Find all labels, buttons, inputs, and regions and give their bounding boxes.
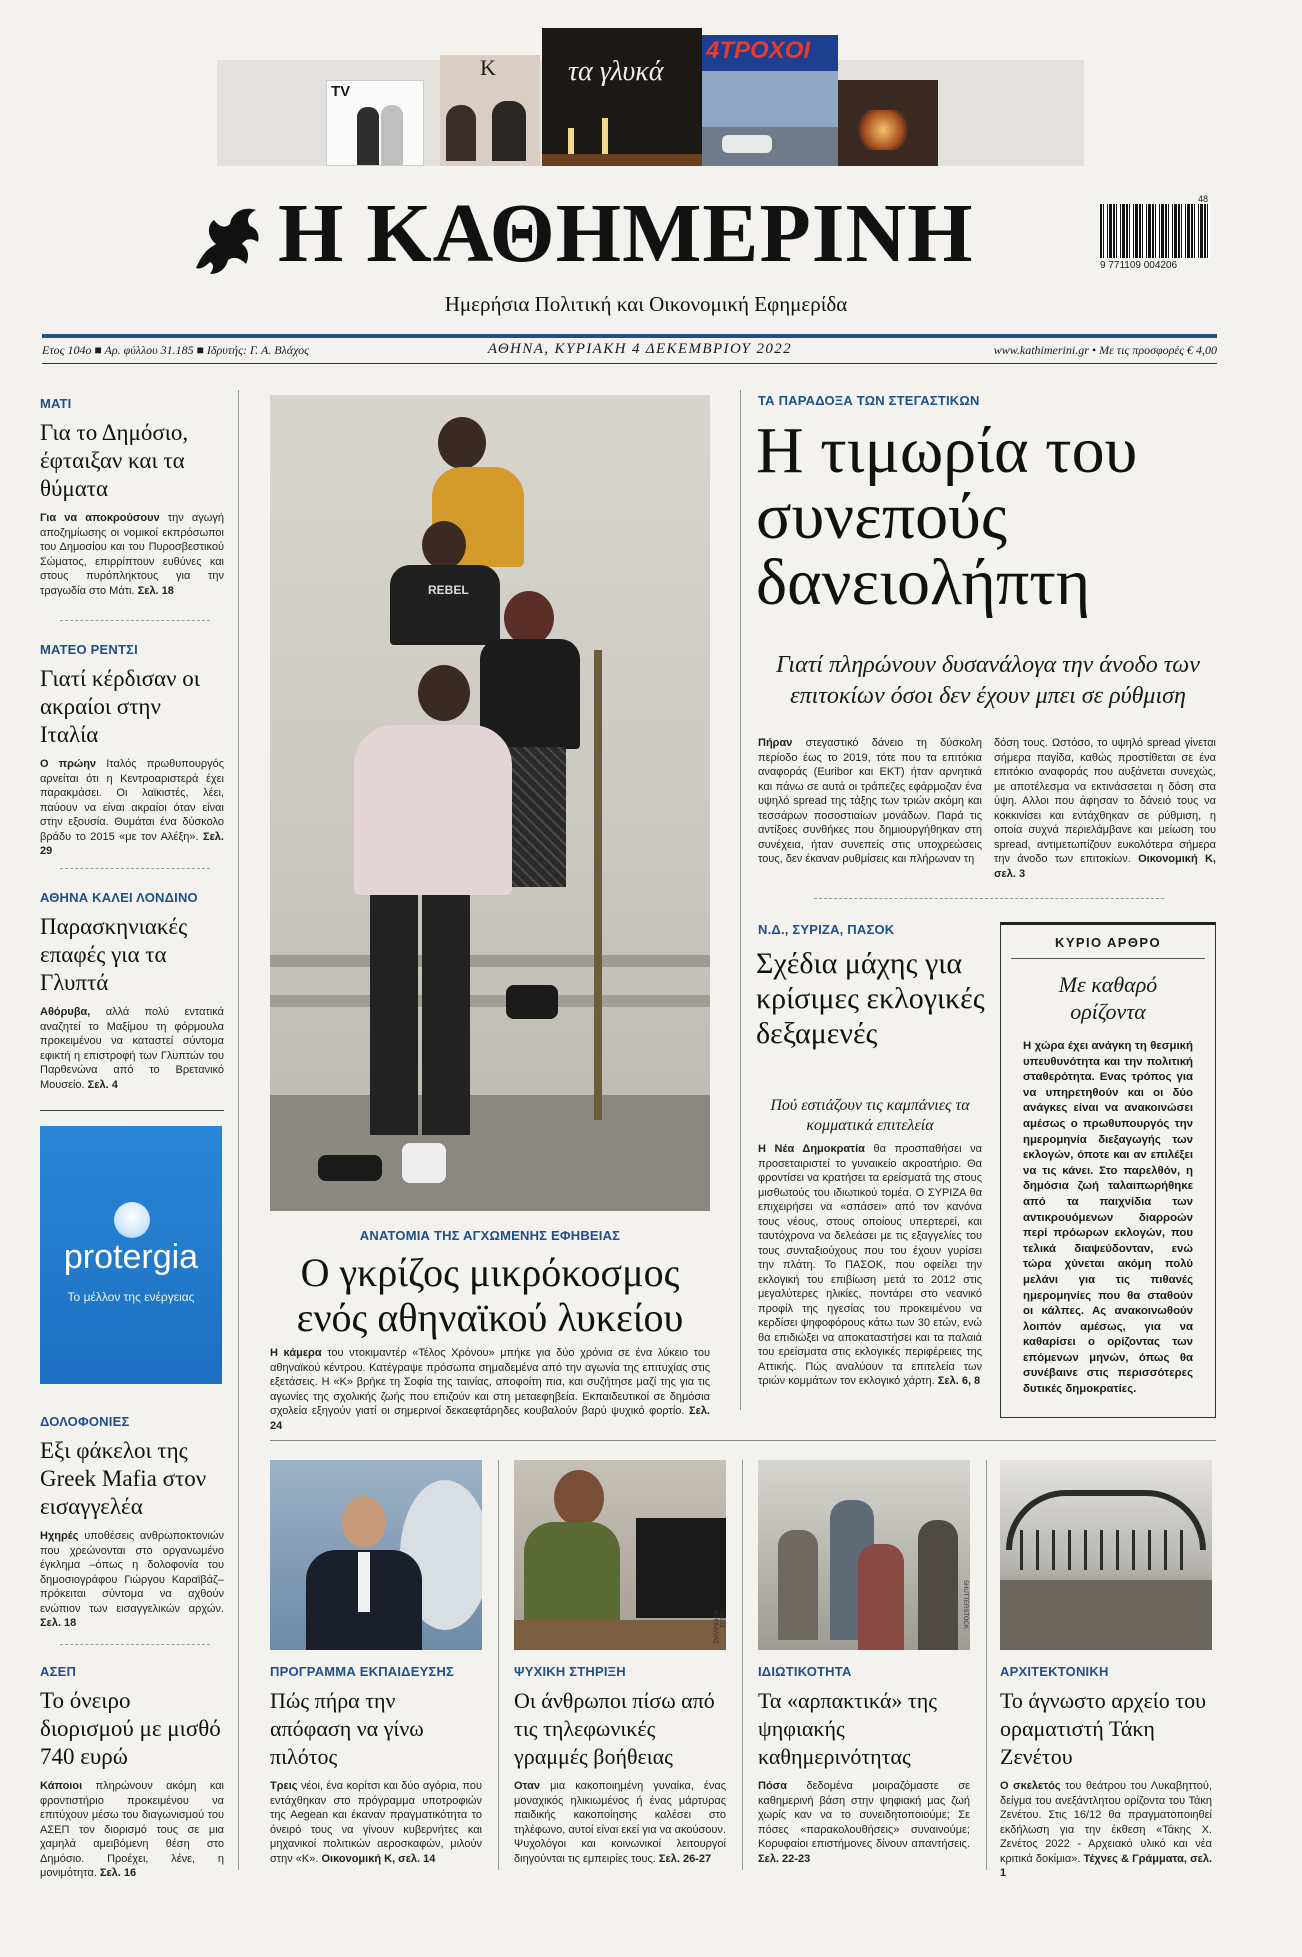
bottom-divider-2 [742,1460,743,1870]
bottom-photo-1[interactable] [270,1460,482,1650]
left-rule-above-ad [40,1110,224,1111]
protergia-brand: protergia [63,1238,199,1276]
infobar-date: ΑΘΗΝΑ, ΚΥΡΙΑΚΗ 4 ΔΕΚΕΜΒΡΙΟΥ 2022 [487,341,793,357]
left-story-3-kicker: ΑΘΗΝΑ ΚΑΛΕΙ ΛΟΝΔΙΝΟ [40,890,198,905]
left-column-divider [238,390,239,1870]
editorial-headline[interactable]: Με καθαρό ορίζοντα [1058,972,1158,1024]
infobar-top-rule [42,334,1217,338]
bottom-divider-1 [498,1460,499,1870]
bottom-divider-3 [986,1460,987,1870]
bottom-story-4-body: Ο σκελετός του θεάτρου του Λυκαβηττού, δείγμα του ανεξάντλητου ορίζοντα του Τάκη Ζενέτου. Στις 16/12 θα πραγματοποιηθεί εκδήλωση για την έκθεση «Τάκης Χ. Ζενέτος 2022 - Αρχειακό υλικό και νέα κριτικά δοκίμια». Τέχνες & Γράμματα, σελ. 1 [1000,1780,1212,1879]
editorial-box [1000,922,1216,1418]
promo-tv-thumb[interactable] [326,80,424,166]
photo-story-kicker: ΑΝΑΤΟΜΙΑ ΤΗΣ ΑΓΧΩΜΕΝΗΣ ΕΦΗΒΕΙΑΣ [359,1228,621,1243]
bottom-story-1-body: Τρεις νέοι, ένα κορίτσι και δύο αγόρια, που εντάχθηκαν στο πρόγραμμα υποτροφιών της Aegean και έκαναν πραγματικότητα το όνειρό τους να γίνουν κυβερνήτες και μηχανικοί πολιτικών αεροσκαφών, μιλούν στην «Κ». Οικονομική Κ, σελ. 14 [270,1780,482,1865]
bottom-story-2-kicker: ΨΥΧΙΚΗ ΣΤΗΡΙΞΗ [514,1664,626,1679]
bottom-story-2-body: Οταν μια κακοποιημένη γυναίκα, ένας μοναχικός ηλικιωμένος ή ένας μάρτυρας παιδικής κακοποίησης καλέσει στο τηλέφωνο, αυτοί είναι εκεί για να ακούσουν. Ψυχολόγοι και κοινωνικοί λειτουργοί διηγούνται τις εμπειρίες τους. Σελ. 26-27 [514,1780,726,1865]
left-story-3-body: Αθόρυβα, αλλά πολύ εντατικά αναζητεί το Μαξίμου τη φόρμουλα προκειμένου να καταστεί σύντομα εφικτή η επιστροφή των Γλυπτών του Παρθενώνα από το Βρετανικό Μουσείο. Σελ. 4 [40,1006,224,1091]
barcode-issue: 48 [1198,194,1209,204]
bottom-story-3-headline: Τα «αρπακτικά» της ψηφιακής καθημερινότητας [758,1688,937,1769]
left-story-1-body: Για να αποκρούσουν την αγωγή αποζημίωσης οι νομικοί εκπρόσωποι του Δημοσίου και του Πυροσβεστικού Σώματος, επιρρίπτουν ευθύνες και στους πυρόπληκτους για την τραγωδία στο Μάτι. Σελ. 18 [40,512,224,597]
protergia-ad[interactable] [40,1126,222,1384]
photo-shirt-text: REBEL [428,583,469,597]
photo-story-headline[interactable]: Ο γκρίζος μικρόκοσμος ενός αθηναϊκού λυκείου [296,1250,684,1340]
promo-glyka-label: τα γλυκά [568,56,664,87]
politics-story-headline[interactable]: Σχέδια μάχης για κρίσιμες εκλογικές δεξαμενές [756,947,985,1050]
politics-story-body: Η Νέα Δημοκρατία θα προσπαθήσει να προσεταιριστεί το γυναικείο ακροατήριο. Θα φροντίσει να κρατήσει τα ερείσματά της στους μισθωτούς του ιδιωτικού τομέα. Ο ΣΥΡΙΖΑ θα επιχειρήσει να «σπάσει» από τον κανόνα τους νέους, στους οποίους υπερτερεί, και ταυτόχρονα να δελεάσει με τις εξαγγελίες του τους συνταξιούχους που του έχουν γυρίσει την πλάτη. Το ΠΑΣΟΚ, που οφείλει την εκλογική του επιβίωση μετά το 2012 στις μεγαλύτερες ηλικίες, ποντάρει στο νεανικό προφίλ της ηγεσίας του προκειμένου να κερδίσει ψηφοφόρους κάτω των 30 ετών, ενώ θα επιδιώξει να αποκαταστήσει και τα παλαιά του ερείσματα στις εκλογικές περιφέρειες της Αττικής. Πώς αναλύουν τα επιτελεία των τριών κομμάτων τον εκλογικό χάρτη. Σελ. 6, 8 [758,1143,982,1387]
masthead-title: Η ΚΑΘΗΜΕΡΙΝΗ [278,187,974,280]
promo-trochoi-label: 4ΤΡΟΧΟΙ [706,37,811,64]
bottom-story-3-body: Πόσα δεδομένα μοιραζόμαστε σε καθημερινή βάση στην ψηφιακή μας ζωή χωρίς καν να το συνειδητοποιούμε; Σε πόσες «παρακολουθήσεις» συναινούμε; Κορυφαίοι επιστήμονες δίνουν απαντήσεις. Σελ. 22-23 [758,1780,970,1865]
right-column-divider [740,390,741,1410]
bottom-photo-3-credit: SHUTTERSTOCK [962,1580,968,1629]
promo-fire-thumb[interactable] [838,80,938,166]
bottom-story-3-kicker: ΙΔΙΩΤΙΚΟΤΗΤΑ [758,1664,852,1679]
promo-k-thumb[interactable] [440,55,540,166]
masthead-logo [186,198,268,278]
editorial-kicker-rule [1011,958,1205,959]
left-story-2-body: Ο πρώην Ιταλός πρωθυπουργός αρνείται ότι η Κεντροαριστερά έχει παρακμάσει. Οι λαϊκιστές, λέει, παύουν να είναι ακραίοι όταν είναι στην εξουσία. Θυμάται ένα δύσκολο βράδυ το 2015 «με τον Αλέξη». Σελ. 29 [40,758,225,857]
bottom-story-2-headline: Οι άνθρωποι πίσω από τις τηλεφωνικές γραμμές βοήθειας [514,1688,715,1769]
promo-glyka-thumb[interactable] [542,28,702,166]
bottom-photo-2[interactable] [514,1460,726,1650]
politics-story-subhead: Πού εστιάζουν τις καμπάνιες τα κομματικά επιτελεία [770,1097,970,1134]
left-story-4-headline: Εξι φάκελοι της Greek Mafia στον εισαγγελέα [40,1438,207,1519]
infobar-right: www.kathimerini.gr • Με τις προσφορές € 4,00 [993,343,1217,357]
photo-story-body: Η κάμερα του ντοκιμαντέρ «Τέλος Χρόνου» μπήκε για δύο χρόνια σε ένα λύκειο του αθηναϊκού κέντρου. Κατέγραψε πρόσωπα σημαδεμένα από την αγωνία της επιτυχίας στις εξετάσεις. Η «Κ» βρήκε τη Σοφία της ταινίας, αποφοίτη πια, και συζήτησε μαζί της για τις αγωνίες της σχολικής ζωής που επιζούν και στη μεταεφηβεία. Εκπαιδευτικοί σε δημόσια σχολεία εξηγούν γιατί οι σημερινοί δεκαεφτάρηδες κουβαλούν βαρύ ψυχικό φορτίο. Σελ. 24 [270,1347,710,1432]
left-story-1[interactable] [40,396,224,598]
bottom-row-rule [270,1440,1216,1441]
left-story-1-headline: Για το Δημόσιο, έφταιξαν και τα θύματα [40,420,189,501]
barcode-bars [1100,204,1210,258]
left-story-5-kicker: ΑΣΕΠ [40,1664,77,1679]
left-story-5-headline: Το όνειρο διορισμού με μισθό 740 ευρώ [40,1688,221,1769]
bottom-story-2[interactable] [514,1664,726,1866]
promo-trochoi-thumb[interactable] [702,35,838,166]
left-divider-2 [60,868,210,869]
bottom-photo-4[interactable] [1000,1460,1212,1650]
left-story-1-kicker: ΜΑΤΙ [40,396,72,411]
bottom-story-1-kicker: ΠΡΟΓΡΑΜΜΑ ΕΚΠΑΙΔΕΥΣΗΣ [270,1664,455,1679]
bottom-photo-2-credit: ΝΙΚΟΣ ΚΟΚΚΑΛΙΑΣ [712,1610,724,1644]
promo-tv-label: TV [331,83,351,100]
lead-story-col2: δόση τους. Ωστόσο, το υψηλό spread γίνεται σήμερα παγίδα, καθώς προστίθεται σε ένα επιτόκιο αναφοράς που αυξάνεται συνεχώς, με αποτέλεσμα να εκτινάσσεται η δόση στα ύψη. Αλλοι που άφησαν το δάνειό τους να κοκκινίσει και εντάχθηκαν σε ρύθμιση, η οποία συχνά περιελάμβανε και μείωση του spread, αντιμετωπίζουν ευκολότερα σήμερα την άνοδο των επιτοκίων. Οικονομική Κ, σελ. 3 [994,737,1216,880]
infobar-bottom-rule [42,363,1217,364]
left-story-2-headline: Γιατί κέρδισαν οι ακραίοι στην Ιταλία [40,666,200,747]
lead-story-kicker: ΤΑ ΠΑΡΑΔΟΞΑ ΤΩΝ ΣΤΕΓΑΣΤΙΚΩΝ [758,393,980,408]
protergia-tagline: Το μέλλον της ενέργειας [67,1290,195,1304]
left-story-4[interactable] [40,1414,224,1631]
left-story-3-headline: Παρασκηνιακές επαφές για τα Γλυπτά [40,914,188,995]
bottom-story-1[interactable] [270,1664,482,1866]
left-story-5-body: Κάποιοι πληρώνουν ακόμη και φροντιστήριο προκειμένου να επιτύχουν μέσω του διαγωνισμού του ΑΣΕΠ τον διορισμό τους σε μια χαμηλά αμειβόμενη θέση στο Δημόσιο. Προέχει, λένε, η μονιμότητα. Σελ. 16 [40,1780,224,1879]
left-story-2-kicker: ΜΑΤΕΟ ΡΕΝΤΣΙ [40,642,138,657]
politics-story-kicker: Ν.Δ., ΣΥΡΙΖΑ, ΠΑΣΟΚ [758,922,895,937]
bottom-story-4[interactable] [1000,1664,1212,1881]
barcode-number: 9 771109 004206 [1100,260,1178,271]
left-story-4-body: Ηχηρές υποθέσεις ανθρωποκτονιών που χρεώνονται στο οργανωμένο έγκλημα –όπως η δολοφονία του δημοσιογράφου Γιώργου Καραϊβάζ– πρόκειται σύντομα να αχθούν ενώπιον των εισαγγελικών αρχών. Σελ. 18 [40,1530,224,1629]
masthead-subtitle: Ημερήσια Πολιτική και Οικονομική Εφημερίδα [444,292,848,316]
left-story-2[interactable] [40,642,224,859]
lead-photo [270,395,710,1211]
left-story-5[interactable] [40,1664,224,1881]
promo-k-label: K [480,55,496,80]
griffin-icon [186,198,268,278]
barcode [1100,194,1216,271]
infobar-left: Ετος 104ο ■ Αρ. φύλλου 31.185 ■ Ιδρυτής: Γ. Α. Βλάχος [42,343,309,357]
bottom-story-3[interactable] [758,1664,970,1866]
lead-story-subhead: Γιατί πληρώνουν δυσανάλογα την άνοδο των επιτοκίων όσοι δεν έχουν μπει σε ρύθμιση [776,652,1200,709]
protergia-logo-icon [114,1202,150,1238]
bottom-story-4-headline: Το άγνωστο αρχείο του οραματιστή Τάκη Ζενέτου [1000,1688,1206,1769]
left-divider-4 [60,1644,210,1645]
left-story-4-kicker: ΔΟΛΟΦΟΝΙΕΣ [40,1414,130,1429]
bottom-photo-3[interactable] [758,1460,970,1650]
lead-story-divider [814,898,1164,899]
editorial-kicker: ΚΥΡΙΟ ΑΡΘΡΟ [1055,935,1161,950]
left-story-3[interactable] [40,890,224,1092]
bottom-story-4-kicker: ΑΡΧΙΤΕΚΤΟΝΙΚΗ [1000,1664,1109,1679]
lead-story-col1: Πήραν στεγαστικό δάνειο τη δύσκολη περίοδο έως το 2019, τότε που τα επιτόκια αναφοράς (Euribor και ΕΚΤ) ήταν αρνητικά και πάνω σε αυτά οι τράπεζες εφάρμοζαν ένα υψηλό spread της τάξης των τριών ακόμη και τεσσάρων ποσοστιαίων μονάδων. Παρά τις αντίξοες συνθήκες που δημιουργήθηκαν στη συνέχεια, ήταν συνεπείς στις υποχρεώσεις τους, δεν έκαναν ρυθμίσεις και πλήρωναν τη [758,737,982,865]
left-divider-1 [60,620,210,621]
lead-story-headline[interactable]: Η τιμωρία του συνεπούς δανειολήπτη [756,414,1138,619]
editorial-body: Η χώρα έχει ανάγκη τη θεσμική υπευθυνότητα και την πολιτική σταθερότητα. Ενας τρόπος για να υπηρετηθούν και οι δύο ανάγκες είναι να ανακοινώσει αμέσως ο πρωθυπουργός την ημερομηνία διεξαγωγής των εκλογών, όποτε και αν επιλέξει να τις κάνει. Στο παρελθόν, η δημόσια ζωή ταλαιπωρήθηκε από τα παιχνίδια των αντικρουόμενων διαρροών περί πρόωρων εκλογών, που τελικά διαψεύδονταν, ενώ τώρα χύνεται ακόμη πολύ μελάνι για τις πιθανές ημερομηνίες που θα σταθούν οι κάλπες. Ας ανακοινωθούν λοιπόν αμέσως, για να καθαρίσει ο ορίζοντας των επόμενων μηνών, όπως θα συνέβαινε στις περισσότερες δυτικές δημοκρατίες. [1023,1040,1193,1396]
bottom-story-1-headline: Πώς πήρα την απόφαση να γίνω πιλότος [270,1688,424,1769]
